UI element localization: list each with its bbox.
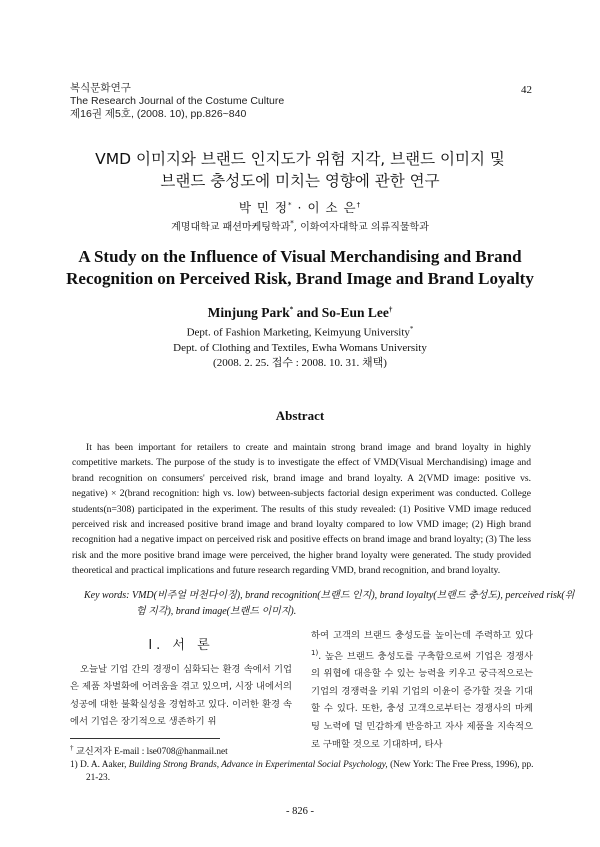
abstract-text: It has been important for retailers to create and maintain strong brand image and brand loyalty in highly competitive markets. The purpose of the study is to investigate the effect of VMD(Visual Merchandising) image and brand recognition on consumers' perceived risk, brand image and brand loyalty. A 2(VMD image: positive vs. negative) × 2(brand recognition: high vs. low) between-subjects factorial design experiment was conducted. College students(n=308) participated in the experiment. The results of this study revealed: (1) Positive VMD image reduced perceived risk and increased positive brand image and brand loyalty compared to low VMD image; (2) High brand recognition had a negative impact on perceived risk and positive effects on brand image and brand loyalty; (3) The less risk and the more positive brand image were perceived, the higher brand loyalty were generated. The study provided theoretical and practical implications and future research regarding VMD, brand recognition, and brand loyalty. bbox=[72, 442, 531, 577]
footnote-1-prefix: 1) D. A. Aaker, bbox=[70, 760, 129, 771]
footnote-corresponding: † 교신저자 E-mail : lse0708@hanmail.net bbox=[70, 744, 228, 758]
intro-right-text-a: 하여 고객의 브랜드 충성도를 높이는데 주력하고 있다 bbox=[311, 630, 533, 641]
journal-name-kr: 복식문화연구 bbox=[70, 82, 131, 94]
header-page-number: 42 bbox=[521, 84, 532, 96]
keywords bbox=[84, 588, 583, 620]
footnote-1-publisher: (New York: The Free Press, 1996), pp. 21-23. bbox=[86, 760, 534, 784]
corresponding-email: 교신저자 E-mail : lse0708@hanmail.net bbox=[75, 747, 228, 758]
footnote-ref-1: 1) bbox=[311, 648, 319, 657]
intro-paragraph-right bbox=[311, 627, 533, 753]
abstract-heading: Abstract bbox=[275, 408, 325, 423]
body-column-left bbox=[70, 627, 292, 731]
footnote-reference-1 bbox=[70, 759, 540, 785]
korean-author-2: 이 소 은 bbox=[307, 200, 357, 215]
footnote-divider bbox=[70, 738, 220, 739]
english-affiliation-1: Dept. of Fashion Marketing, Keimyung University bbox=[186, 326, 410, 339]
english-affiliation-2: Dept. of Clothing and Textiles, Ewha Womans University bbox=[173, 341, 427, 354]
korean-author-1: 박 민 정 bbox=[238, 200, 289, 215]
korean-title-line2: 브랜드 충성도에 미치는 영향에 관한 연구 bbox=[160, 172, 440, 190]
english-affiliations: Dept. of Fashion Marketing, Keimyung University* Dept. of Clothing and Textiles, Ewha Womans University (2008. 2. 25. 접수 : 2008. 10. 31. 채택) bbox=[40, 322, 560, 371]
korean-title bbox=[40, 148, 560, 192]
english-title-line1: A Study on the Influence of Visual Merchandising and Brand bbox=[78, 247, 522, 266]
english-title-line2: Recognition on Perceived Risk, Brand Image and Brand Loyalty bbox=[66, 269, 534, 288]
intro-right-text-b: . 높은 브랜드 충성도를 구축함으로써 기업은 경쟁사의 위협에 대응할 수 있는 능력을 키우고 궁극적으로는 기업의 경쟁력을 키워 기업의 이윤이 증가할 것을 기대할 수 있다. 또한, 충성 고객으로부터는 경쟁사의 마케팅 노력에 덜 민감하게 반응하고 자사 제품을 지속적으로 구매할 것으로 기대하며, 타사 bbox=[311, 650, 533, 750]
english-author-2: So-Eun Lee bbox=[321, 305, 389, 320]
footnote-1-title: Building Strong Brands, Advance in Experimental Social Psychology, bbox=[128, 760, 388, 771]
journal-header bbox=[70, 82, 284, 121]
journal-volume: 제16권 제5호, (2008. 10), pp.826~840 bbox=[70, 108, 247, 120]
korean-affiliations: 계명대학교 패션마케팅학과*, 이화여자대학교 의류직물학과 bbox=[171, 219, 429, 233]
received-accepted-dates: (2008. 2. 25. 접수 : 2008. 10. 31. 채택) bbox=[213, 356, 387, 369]
korean-authors: 박 민 정* · 이 소 은† bbox=[238, 200, 362, 215]
korean-affiliation-2: , 이화여자대학교 의류직물학과 bbox=[293, 222, 429, 233]
keywords-label: Key words: bbox=[84, 590, 132, 601]
intro-paragraph-left: 오늘날 기업 간의 경쟁이 심화되는 환경 속에서 기업은 제품 차별화에 어려움을 겪고 있으며, 시장 내에서의 성공에 대한 불확실성을 경험하고 있다. 이러한 환경 속에서 기업은 장기적으로 생존하기 위 bbox=[70, 663, 292, 728]
english-author-1: Minjung Park bbox=[207, 305, 290, 320]
korean-title-line1: VMD 이미지와 브랜드 인지도가 위험 지각, 브랜드 이미지 및 bbox=[95, 150, 505, 168]
footnotes bbox=[70, 742, 540, 785]
english-author-and: and bbox=[293, 305, 322, 320]
korean-author-separator: · bbox=[292, 200, 308, 215]
korean-affiliation-1: 계명대학교 패션마케팅학과 bbox=[171, 222, 291, 233]
body-column-right bbox=[311, 627, 533, 753]
page-footer-number: - 826 - bbox=[286, 806, 314, 817]
section-title-introduction: Ⅰ. 서 론 bbox=[148, 638, 214, 653]
journal-name-en: The Research Journal of the Costume Culture bbox=[70, 95, 285, 107]
english-title bbox=[50, 246, 550, 290]
keywords-text: VMD(비주얼 머천다이징), brand recognition(브랜드 인지), brand loyalty(브랜드 충성도), perceived risk(위험 지각), brand image(브랜드 이미지). bbox=[131, 590, 575, 617]
english-authors: Minjung Park* and So-Eun Lee† bbox=[207, 305, 393, 320]
